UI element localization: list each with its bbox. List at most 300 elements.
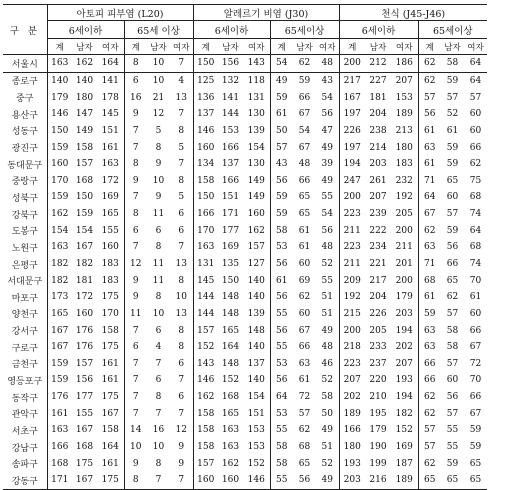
table-cell: 5 (178, 192, 185, 203)
table-cell: 182 (51, 259, 69, 269)
table-cell: 8 (178, 175, 185, 186)
table-cell: 227 (369, 75, 387, 86)
table-cell: 167 (72, 472, 97, 489)
table-cell: 183 (395, 159, 413, 170)
table-cell: 146 (193, 372, 218, 389)
table-cell: 64 (464, 55, 487, 73)
table-row (3, 455, 487, 472)
table-cell: 5 (155, 125, 162, 136)
table-cell: 8 (178, 275, 185, 286)
table-cell: 8 (178, 342, 185, 353)
table-cell: 199 (369, 458, 387, 469)
table-cell: 175 (101, 342, 119, 353)
table-cell: 218 (339, 339, 365, 356)
table-cell: 51 (321, 442, 333, 453)
column-header: 남자 (72, 39, 97, 55)
table-cell: 48 (321, 242, 333, 253)
table-cell: 161 (101, 458, 119, 469)
table-cell: 65 (298, 209, 311, 220)
table-cell: 146 (243, 472, 270, 489)
table-cell: 172 (101, 175, 119, 186)
table-cell: 140 (75, 75, 94, 86)
table-cell: 21 (152, 92, 165, 103)
table-cell: 7 (170, 55, 193, 73)
table-cell: 213 (395, 125, 413, 136)
table-cell: 59 (270, 89, 293, 106)
table-cell: 12 (175, 425, 187, 436)
table-cell: 7 (147, 472, 170, 489)
table-cell: 210 (369, 392, 387, 403)
table-cell: 61 (270, 272, 293, 289)
table-cell: 67 (298, 325, 311, 336)
table-cell: 58 (441, 55, 464, 73)
table-cell: 158 (193, 405, 218, 422)
table-cell: 180 (339, 439, 365, 456)
table-cell: 204 (369, 109, 387, 120)
column-header: 계 (47, 39, 72, 55)
table-cell: 62 (298, 425, 311, 436)
table-cell: 153 (247, 442, 265, 453)
table-cell: 163 (221, 442, 240, 453)
table-cell: 59 (446, 225, 459, 236)
subgroup-header: 6세이하 (339, 21, 418, 39)
table-cell: 8 (155, 292, 162, 303)
table-cell: 58 (270, 222, 293, 239)
table-cell: 6 (155, 225, 162, 236)
table-cell: 11 (124, 306, 147, 323)
table-row (3, 289, 487, 306)
table-cell: 72 (469, 358, 482, 369)
table-cell: 10 (175, 292, 187, 303)
table-cell: 7 (124, 189, 147, 206)
table-cell: 154 (51, 225, 69, 236)
table-cell: 181 (369, 92, 387, 103)
table-cell: 164 (221, 342, 240, 353)
table-cell: 130 (247, 109, 265, 120)
table-row (3, 239, 487, 256)
table-row (3, 422, 487, 439)
table-cell: 9 (155, 159, 162, 170)
table-cell: 7 (124, 322, 147, 339)
table-cell: 193 (339, 455, 365, 472)
table-cell: 176 (75, 342, 94, 353)
table-cell: 64 (469, 225, 482, 236)
table-cell: 72 (298, 392, 311, 403)
table-cell: 175 (97, 472, 124, 489)
table-cell: 211 (339, 256, 365, 273)
table-cell: 160 (247, 209, 265, 220)
column-header: 여자 (464, 39, 487, 55)
table-cell: 62 (418, 389, 441, 406)
table-cell: 158 (193, 422, 218, 439)
table-cell: 205 (369, 325, 387, 336)
table-cell: 59 (270, 206, 293, 223)
table-cell: 155 (75, 408, 94, 419)
table-cell: 43 (270, 156, 293, 173)
table-cell: 55 (270, 422, 293, 439)
table-cell: 61 (418, 289, 441, 306)
table-cell: 171 (47, 472, 72, 489)
column-header: 계 (124, 39, 147, 55)
district-label: 영등포구 (3, 372, 47, 389)
table-cell: 64 (270, 389, 293, 406)
column-header: 계 (339, 39, 365, 55)
table-cell: 154 (75, 225, 94, 236)
table-cell: 165 (101, 209, 119, 220)
table-cell: 164 (97, 55, 124, 73)
table-cell: 8 (124, 156, 147, 173)
table-cell: 223 (339, 239, 365, 256)
table-cell: 53 (270, 239, 293, 256)
table-cell: 150 (193, 189, 218, 206)
table-cell: 164 (101, 442, 119, 453)
table-cell: 207 (395, 75, 413, 86)
table-cell: 169 (395, 442, 413, 453)
table-cell: 12 (152, 109, 165, 120)
table-cell: 148 (221, 292, 240, 303)
table-cell: 187 (395, 458, 413, 469)
table-cell: 189 (339, 405, 365, 422)
table-cell: 70 (469, 275, 482, 286)
table-cell: 11 (152, 259, 165, 269)
district-label: 은평구 (3, 256, 47, 273)
table-cell: 175 (101, 392, 119, 403)
table-cell: 159 (51, 142, 69, 153)
table-cell: 238 (369, 125, 387, 136)
table-cell: 197 (339, 106, 365, 123)
table-cell: 11 (152, 275, 165, 286)
table-cell: 43 (321, 75, 333, 86)
table-cell: 195 (369, 408, 387, 419)
table-cell: 58 (270, 439, 293, 456)
group-header-rhinitis: 알레르기 비염 (J30) (193, 5, 339, 21)
table-cell: 57 (446, 209, 459, 220)
table-cell: 60 (446, 192, 459, 203)
district-label: 서울시 (3, 55, 47, 73)
table-cell: 200 (395, 225, 413, 236)
table-cell: 183 (101, 259, 119, 269)
table-cell: 176 (51, 392, 69, 403)
table-cell: 56 (270, 256, 293, 273)
table-cell: 6 (155, 325, 162, 336)
table-cell: 58 (321, 392, 333, 403)
district-label: 용산구 (3, 106, 47, 123)
table-cell: 13 (175, 308, 187, 319)
column-header: 여자 (97, 39, 124, 55)
table-cell: 56 (321, 225, 333, 236)
table-cell: 180 (75, 92, 94, 103)
table-cell: 200 (395, 275, 413, 286)
table-cell: 134 (193, 156, 218, 173)
table-cell: 6 (178, 209, 185, 220)
table-row (3, 356, 487, 373)
column-header: 여자 (391, 39, 418, 55)
table-cell: 170 (193, 222, 218, 239)
table-cell: 144 (193, 306, 218, 323)
table-cell: 8 (155, 242, 162, 253)
table-cell: 56 (270, 322, 293, 339)
table-cell: 70 (469, 375, 482, 386)
table-cell: 167 (339, 89, 365, 106)
table-cell: 175 (101, 292, 119, 303)
table-cell: 161 (51, 408, 69, 419)
table-cell: 209 (339, 272, 365, 289)
table-cell: 51 (321, 292, 333, 303)
table-cell: 136 (193, 89, 218, 106)
subgroup-header: 6세이하 (193, 21, 270, 39)
table-cell: 64 (418, 189, 441, 206)
table-cell: 65 (298, 458, 311, 469)
table-cell: 211 (395, 242, 413, 253)
district-label: 동작구 (3, 389, 47, 406)
table-cell: 159 (51, 358, 69, 369)
table-cell: 172 (75, 292, 94, 303)
table-cell: 56 (293, 472, 316, 489)
table-cell: 166 (221, 175, 240, 186)
table-cell: 6 (178, 392, 185, 403)
table-cell: 66 (469, 392, 482, 403)
table-cell: 55 (321, 275, 333, 286)
table-cell: 56 (321, 109, 333, 120)
table-cell: 55 (446, 442, 459, 453)
table-cell: 64 (469, 75, 482, 86)
table-cell: 56 (418, 106, 441, 123)
group-header-asthma: 천식 (J45-J46) (339, 5, 487, 21)
table-cell: 9 (155, 192, 162, 203)
table-cell: 247 (339, 172, 365, 189)
table-cell: 66 (298, 175, 311, 186)
table-cell: 183 (101, 275, 119, 286)
column-header: 남자 (218, 39, 243, 55)
table-cell: 177 (221, 225, 240, 236)
table-cell: 216 (365, 472, 391, 489)
table-row (3, 439, 487, 456)
table-cell: 167 (75, 425, 94, 436)
table-cell: 75 (469, 175, 482, 186)
header-row-subgroups (3, 21, 487, 39)
header-row-columns (3, 39, 487, 55)
table-cell: 54 (321, 209, 333, 220)
table-cell: 14 (124, 422, 147, 439)
table-cell: 140 (51, 75, 69, 86)
table-cell: 57 (446, 358, 459, 369)
table-cell: 63 (298, 358, 311, 369)
table-cell: 169 (101, 192, 119, 203)
table-cell: 233 (369, 342, 387, 353)
table-cell: 140 (247, 342, 265, 353)
table-cell: 163 (47, 55, 72, 73)
table-cell: 182 (395, 408, 413, 419)
table-cell: 56 (270, 372, 293, 389)
table-cell: 12 (124, 256, 147, 273)
table-cell: 168 (75, 442, 94, 453)
column-header: 남자 (293, 39, 316, 55)
table-cell: 167 (51, 325, 69, 336)
table-cell: 163 (51, 242, 69, 253)
table-cell: 261 (369, 175, 387, 186)
table-row (3, 222, 487, 239)
table-cell: 167 (101, 408, 119, 419)
table-cell: 194 (395, 392, 413, 403)
table-cell: 54 (298, 125, 311, 136)
district-label: 중랑구 (3, 172, 47, 189)
table-cell: 226 (369, 308, 387, 319)
table-row (3, 189, 487, 206)
table-cell: 59 (446, 75, 459, 86)
table-cell: 56 (446, 392, 459, 403)
table-cell: 200 (339, 322, 365, 339)
table-cell: 55 (321, 192, 333, 203)
table-cell: 68 (418, 272, 441, 289)
table-cell: 150 (193, 55, 218, 73)
table-cell: 52 (446, 109, 459, 120)
district-label: 강서구 (3, 322, 47, 339)
table-cell: 61 (270, 106, 293, 123)
table-cell: 158 (75, 142, 94, 153)
table-cell: 65 (418, 472, 441, 489)
table-cell: 69 (298, 275, 311, 286)
table-cell: 8 (124, 55, 147, 73)
table-cell: 137 (221, 159, 240, 170)
table-cell: 57 (418, 89, 441, 106)
table-cell: 155 (101, 225, 119, 236)
table-cell: 194 (395, 325, 413, 336)
table-cell: 48 (321, 342, 333, 353)
table-cell: 205 (395, 209, 413, 220)
table-cell: 6 (178, 225, 185, 236)
table-cell: 163 (51, 425, 69, 436)
table-cell: 151 (247, 408, 265, 419)
subgroup-header: 65세 이상 (124, 21, 193, 39)
table-cell: 168 (75, 175, 94, 186)
table-row (3, 139, 487, 156)
table-cell: 67 (418, 206, 441, 223)
table-cell: 4 (155, 342, 162, 353)
district-label: 금천구 (3, 356, 47, 373)
table-cell: 16 (124, 89, 147, 106)
table-cell: 237 (369, 358, 387, 369)
table-cell: 11 (152, 209, 165, 220)
table-cell: 9 (124, 455, 147, 472)
table-cell: 8 (124, 206, 147, 223)
table-cell: 141 (221, 92, 240, 103)
table-cell: 153 (221, 125, 240, 136)
table-row (3, 156, 487, 173)
column-header: 계 (270, 39, 293, 55)
table-cell: 10 (152, 442, 165, 453)
table-cell: 55 (270, 339, 293, 356)
subgroup-header: 6세이하 (47, 21, 124, 39)
table-cell: 149 (75, 125, 94, 136)
table-row (3, 472, 487, 489)
district-label: 마포구 (3, 289, 47, 306)
table-cell: 59 (446, 159, 459, 170)
table-row (3, 306, 487, 323)
table-cell: 162 (72, 55, 97, 73)
table-cell: 197 (339, 139, 365, 156)
table-cell: 56 (446, 242, 459, 253)
table-cell: 59 (446, 142, 459, 153)
gubun-header: 구 분 (3, 5, 47, 55)
table-cell: 202 (395, 342, 413, 353)
table-cell: 192 (339, 289, 365, 306)
table-row (3, 389, 487, 406)
table-cell: 135 (221, 259, 240, 269)
table-cell: 148 (221, 358, 240, 369)
table-cell: 60 (469, 308, 482, 319)
table-cell: 212 (365, 55, 391, 73)
table-cell: 57 (418, 439, 441, 456)
table-cell: 66 (418, 372, 441, 389)
table-cell: 160 (193, 472, 218, 489)
table-cell: 182 (51, 275, 69, 286)
table-cell: 7 (124, 139, 147, 156)
table-cell: 62 (418, 405, 441, 422)
table-cell: 61 (298, 225, 311, 236)
table-cell: 61 (469, 292, 482, 303)
table-cell: 131 (193, 256, 218, 273)
table-cell: 61 (298, 242, 311, 253)
table-cell: 67 (469, 408, 482, 419)
table-cell: 175 (75, 458, 94, 469)
table-cell: 145 (101, 109, 119, 120)
district-label: 강북구 (3, 206, 47, 223)
table-cell: 140 (247, 292, 265, 303)
table-cell: 153 (247, 425, 265, 436)
table-cell: 166 (221, 142, 240, 153)
table-cell: 60 (446, 375, 459, 386)
table-cell: 59 (446, 458, 459, 469)
table-cell: 156 (218, 55, 243, 73)
table-cell: 203 (339, 472, 365, 489)
table-cell: 158 (193, 172, 218, 189)
table-cell: 203 (369, 159, 387, 170)
table-cell: 62 (418, 72, 441, 89)
table-cell: 137 (247, 358, 265, 369)
allergy-stats-table (3, 4, 487, 490)
district-label: 도봉구 (3, 222, 47, 239)
table-cell: 140 (247, 275, 265, 286)
table-cell: 159 (51, 375, 69, 386)
table-cell: 65 (446, 275, 459, 286)
table-cell: 6 (124, 222, 147, 239)
table-cell: 152 (221, 375, 240, 386)
table-cell: 7 (124, 372, 147, 389)
table-cell: 162 (221, 458, 240, 469)
table-cell: 62 (469, 159, 482, 170)
district-label: 구로구 (3, 339, 47, 356)
table-cell: 157 (193, 455, 218, 472)
table-cell: 48 (298, 159, 311, 170)
table-cell: 9 (124, 272, 147, 289)
table-row (3, 322, 487, 339)
table-cell: 201 (395, 259, 413, 269)
column-header: 남자 (147, 39, 170, 55)
table-cell: 7 (178, 242, 185, 253)
table-cell: 55 (270, 306, 293, 323)
table-cell: 65 (446, 175, 459, 186)
table-cell: 132 (221, 75, 240, 86)
table-cell: 49 (321, 142, 333, 153)
table-cell: 178 (101, 92, 119, 103)
table-cell: 66 (469, 325, 482, 336)
table-row (3, 206, 487, 223)
table-cell: 160 (101, 242, 119, 253)
stats-table-container (3, 4, 487, 490)
table-cell: 65 (464, 472, 487, 489)
table-cell: 51 (321, 308, 333, 319)
table-cell: 179 (51, 92, 69, 103)
